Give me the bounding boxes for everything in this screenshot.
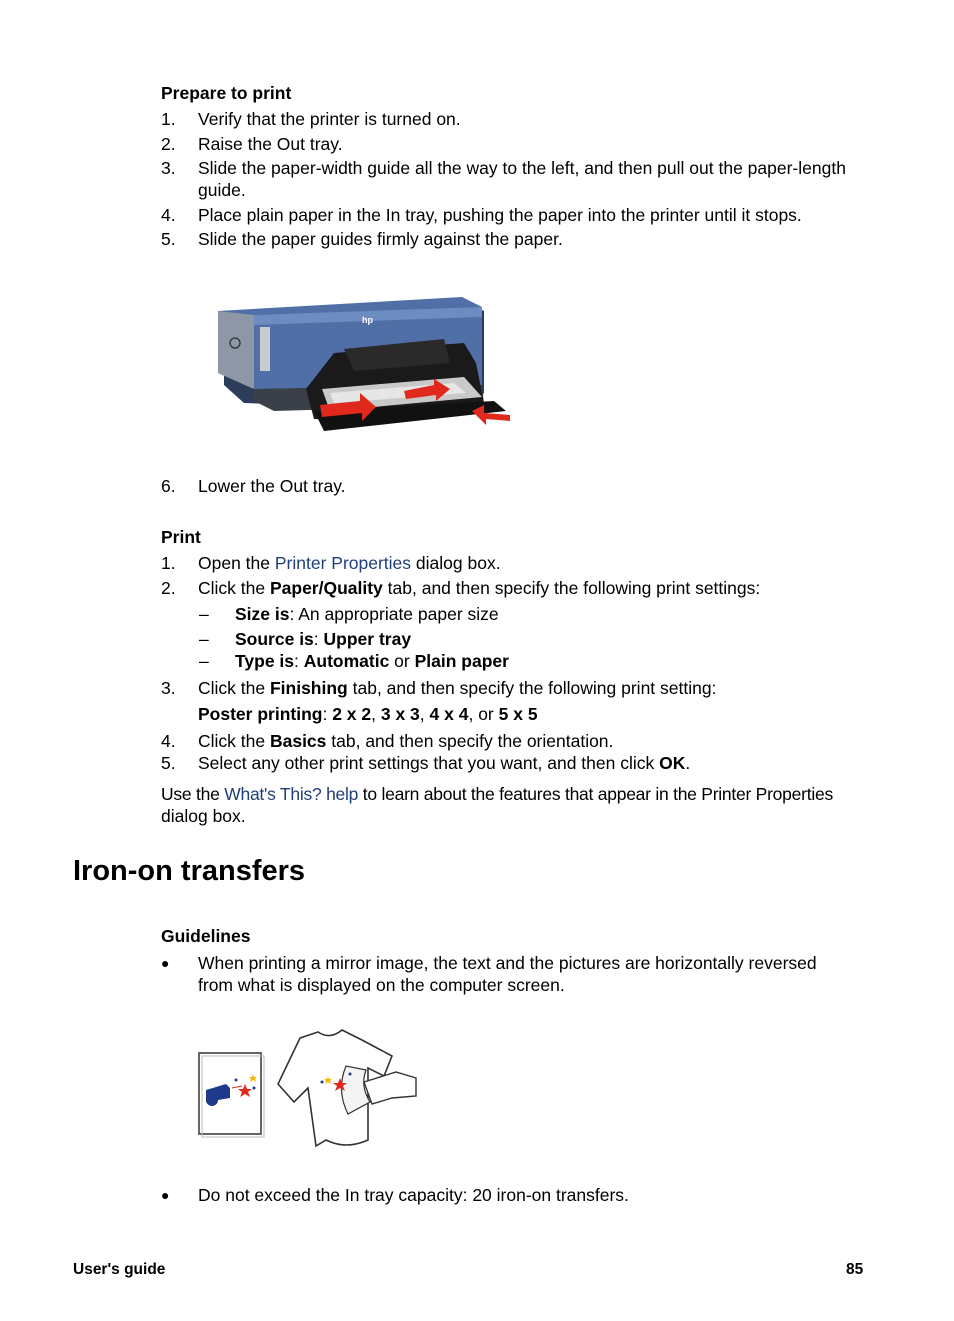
bold-term: Basics	[269, 731, 327, 751]
step-text	[198, 677, 716, 699]
step-number: 2.	[161, 578, 176, 598]
bold-term: Upper tray	[323, 629, 412, 649]
text-run: Select any other print settings that you want, and then click	[198, 753, 660, 773]
setting-type	[235, 650, 509, 672]
dash-bullet: –	[199, 651, 209, 671]
help-note	[161, 783, 833, 805]
step-number: 2.	[161, 134, 176, 154]
bold-term: OK	[659, 753, 686, 773]
whats-this-help-link[interactable]: What's This? help	[224, 784, 359, 804]
bullet: ●	[161, 955, 170, 971]
text-run: Click the	[198, 678, 270, 698]
step-text: Verify that the printer is turned on.	[198, 109, 461, 129]
section-heading-print: Print	[161, 527, 201, 547]
text-run: :	[313, 629, 324, 649]
step-number: 5.	[161, 753, 176, 773]
text-run: Use the	[161, 784, 225, 804]
printer-illustration	[214, 293, 516, 435]
step-text	[198, 552, 501, 574]
text-run: :	[322, 704, 333, 724]
guideline-text: Do not exceed the In tray capacity: 20 iron-on transfers.	[198, 1185, 629, 1205]
step-number: 3.	[161, 678, 176, 698]
text-run: :	[294, 651, 304, 671]
step-text-continued: guide.	[198, 180, 246, 200]
page-title: Iron-on transfers	[73, 855, 306, 887]
step-text	[198, 730, 613, 752]
bold-term: Type is	[235, 651, 295, 671]
bold-term: Paper/Quality	[269, 578, 383, 598]
text-run: tab, and then specify the orientation.	[326, 731, 614, 751]
text-run: Click the	[198, 578, 270, 598]
bold-term: 3 x 3	[380, 704, 420, 724]
text-run: Open the	[198, 553, 275, 573]
step-number: 4.	[161, 731, 176, 751]
text-run: or	[389, 651, 415, 671]
text-run: , or	[468, 704, 499, 724]
dash-bullet: –	[199, 629, 209, 649]
step-text: Slide the paper-width guide all the way to the left, and then pull out the paper-length	[198, 158, 846, 178]
page-number: 85	[846, 1261, 864, 1278]
step-text: Lower the Out tray.	[198, 476, 346, 496]
step-text: Raise the Out tray.	[198, 134, 343, 154]
printer-logo: hp	[362, 315, 373, 325]
setting-size	[235, 603, 499, 625]
bold-term: Size is	[235, 604, 290, 624]
section-heading-guidelines: Guidelines	[161, 926, 251, 946]
text-run: ,	[371, 704, 381, 724]
section-heading-prepare: Prepare to print	[161, 83, 292, 103]
step-text	[198, 752, 690, 774]
setting-source	[235, 628, 411, 650]
step-number: 4.	[161, 205, 176, 225]
help-note-continued: dialog box.	[161, 806, 246, 826]
bold-term: Automatic	[303, 651, 390, 671]
text-run: Click the	[198, 731, 270, 751]
bold-term: Plain paper	[414, 651, 509, 671]
step-text	[198, 577, 760, 599]
text-run: dialog box.	[411, 553, 501, 573]
bold-term: Source is	[235, 629, 314, 649]
step-number: 6.	[161, 476, 176, 496]
guideline-text-continued: from what is displayed on the computer screen.	[198, 975, 565, 995]
step-number: 5.	[161, 229, 176, 249]
dash-bullet: –	[199, 604, 209, 624]
bold-term: 4 x 4	[429, 704, 469, 724]
step-number: 1.	[161, 553, 176, 573]
bold-term: 2 x 2	[332, 704, 372, 724]
step-text: Slide the paper guides firmly against the paper.	[198, 229, 563, 249]
step-number: 3.	[161, 158, 176, 178]
bold-term: Finishing	[269, 678, 348, 698]
step-number: 1.	[161, 109, 176, 129]
text-run: : An appropriate paper size	[289, 604, 499, 624]
text-run: tab, and then specify the following print settings:	[382, 578, 761, 598]
text-run: ,	[419, 704, 430, 724]
footer-title: User's guide	[73, 1261, 166, 1278]
step-text: Place plain paper in the In tray, pushing the paper into the printer until it stops.	[198, 205, 802, 225]
bold-term: Poster printing	[198, 704, 323, 724]
poster-options	[198, 703, 538, 725]
text-run: .	[685, 753, 691, 773]
printer-properties-link[interactable]: Printer Properties	[274, 553, 412, 573]
text-run: to learn about the features that appear in the Printer Properties	[358, 784, 833, 804]
text-run: tab, and then specify the following print setting:	[347, 678, 717, 698]
bullet: ●	[161, 1187, 170, 1203]
bold-term: 5 x 5	[498, 704, 538, 724]
guideline-text: When printing a mirror image, the text and the pictures are horizontally reversed	[198, 953, 817, 973]
iron-on-illustration	[196, 1026, 420, 1152]
